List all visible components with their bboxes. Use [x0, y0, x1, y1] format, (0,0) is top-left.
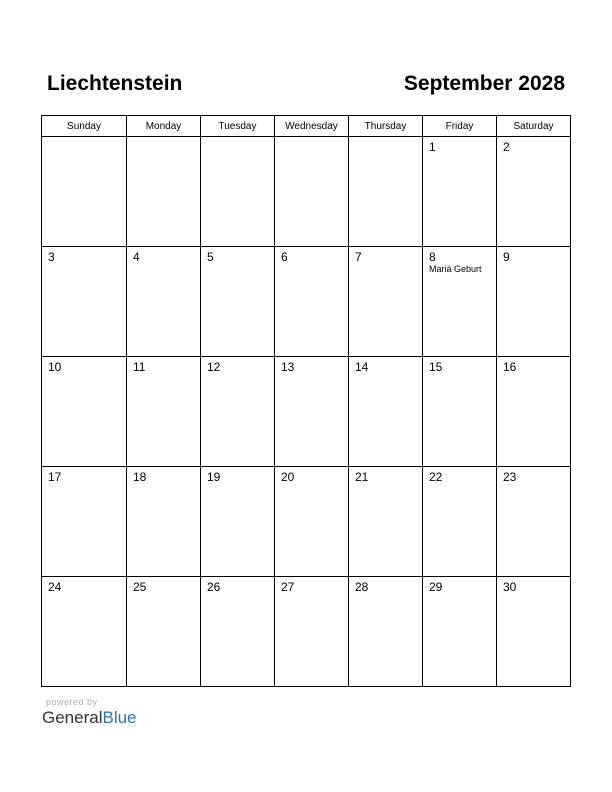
- day-cell: [42, 247, 127, 357]
- week-row: [42, 247, 571, 357]
- day-number: 5: [207, 250, 214, 264]
- day-number: 25: [133, 580, 147, 594]
- day-cell: [201, 467, 275, 577]
- day-number: 20: [281, 470, 295, 484]
- weekday-header: Saturday: [497, 116, 571, 137]
- day-cell: [497, 357, 571, 467]
- day-number: 16: [503, 360, 517, 374]
- day-number: 6: [281, 250, 288, 264]
- day-cell: [201, 247, 275, 357]
- day-cell: [127, 357, 201, 467]
- day-cell: [349, 577, 423, 687]
- weekday-header-row: [42, 116, 571, 137]
- holiday-label: Mariä Geburt: [429, 264, 482, 274]
- day-number: 21: [355, 470, 369, 484]
- weekday-header: Tuesday: [201, 116, 275, 137]
- week-row: [42, 577, 571, 687]
- week-row: [42, 467, 571, 577]
- day-number: 18: [133, 470, 147, 484]
- day-number: [201, 137, 274, 154]
- brand-general-text: General: [42, 708, 103, 727]
- day-cell: [275, 137, 349, 247]
- day-cell: [42, 137, 127, 247]
- day-number: 23: [503, 470, 517, 484]
- day-cell: [275, 247, 349, 357]
- calendar-grid: [41, 115, 571, 687]
- day-cell: [42, 357, 127, 467]
- weekday-header: Friday: [423, 116, 497, 137]
- day-number: 29: [429, 580, 443, 594]
- day-number: 17: [48, 470, 62, 484]
- day-cell: [201, 137, 275, 247]
- day-cell: [423, 577, 497, 687]
- day-cell: [497, 467, 571, 577]
- day-cell: [127, 137, 201, 247]
- day-cell: [497, 137, 571, 247]
- month-year-title: September 2028: [403, 72, 565, 95]
- day-number: [349, 137, 422, 154]
- day-cell: [275, 467, 349, 577]
- day-cell: [349, 467, 423, 577]
- day-cell: [275, 357, 349, 467]
- day-number: 11: [133, 360, 146, 374]
- day-number: 12: [207, 360, 221, 374]
- day-cell: [201, 577, 275, 687]
- day-number: 22: [429, 470, 443, 484]
- powered-by-text: powered by: [46, 697, 98, 707]
- day-cell: [42, 577, 127, 687]
- day-number: 30: [503, 580, 517, 594]
- day-number: [127, 137, 200, 154]
- generalblue-logo[interactable]: [42, 708, 137, 728]
- day-number: 4: [133, 250, 140, 264]
- weekday-header: Sunday: [42, 116, 127, 137]
- day-cell: [423, 137, 497, 247]
- day-number: 1: [429, 140, 436, 154]
- day-cell: [127, 247, 201, 357]
- day-number: 26: [207, 580, 221, 594]
- day-number: 15: [429, 360, 443, 374]
- day-number: 3: [48, 250, 55, 264]
- day-cell: [497, 577, 571, 687]
- brand-blue-text: Blue: [102, 708, 137, 727]
- day-number: 10: [48, 360, 62, 374]
- day-cell: [275, 577, 349, 687]
- day-number: 28: [355, 580, 369, 594]
- day-number: [42, 137, 126, 154]
- day-number: 14: [355, 360, 369, 374]
- week-row: [42, 137, 571, 247]
- weekday-header: Monday: [127, 116, 201, 137]
- day-cell: [127, 577, 201, 687]
- day-number: 2: [503, 140, 510, 154]
- country-title: Liechtenstein: [47, 72, 183, 95]
- day-number: 9: [503, 250, 510, 264]
- day-number: 8: [429, 250, 436, 264]
- day-cell: [423, 247, 497, 357]
- weekday-header: Wednesday: [275, 116, 349, 137]
- weekday-header: Thursday: [349, 116, 423, 137]
- day-cell: [349, 357, 423, 467]
- day-number: 27: [281, 580, 295, 594]
- day-number: 19: [207, 470, 221, 484]
- day-number: 13: [281, 360, 295, 374]
- day-number: 24: [48, 580, 62, 594]
- day-cell: [497, 247, 571, 357]
- day-number: [275, 137, 348, 154]
- day-cell: [127, 467, 201, 577]
- day-number: 7: [355, 250, 362, 264]
- day-cell: [423, 357, 497, 467]
- day-cell: [423, 467, 497, 577]
- day-cell: [349, 137, 423, 247]
- day-cell: [349, 247, 423, 357]
- week-row: [42, 357, 571, 467]
- day-cell: [201, 357, 275, 467]
- day-cell: [42, 467, 127, 577]
